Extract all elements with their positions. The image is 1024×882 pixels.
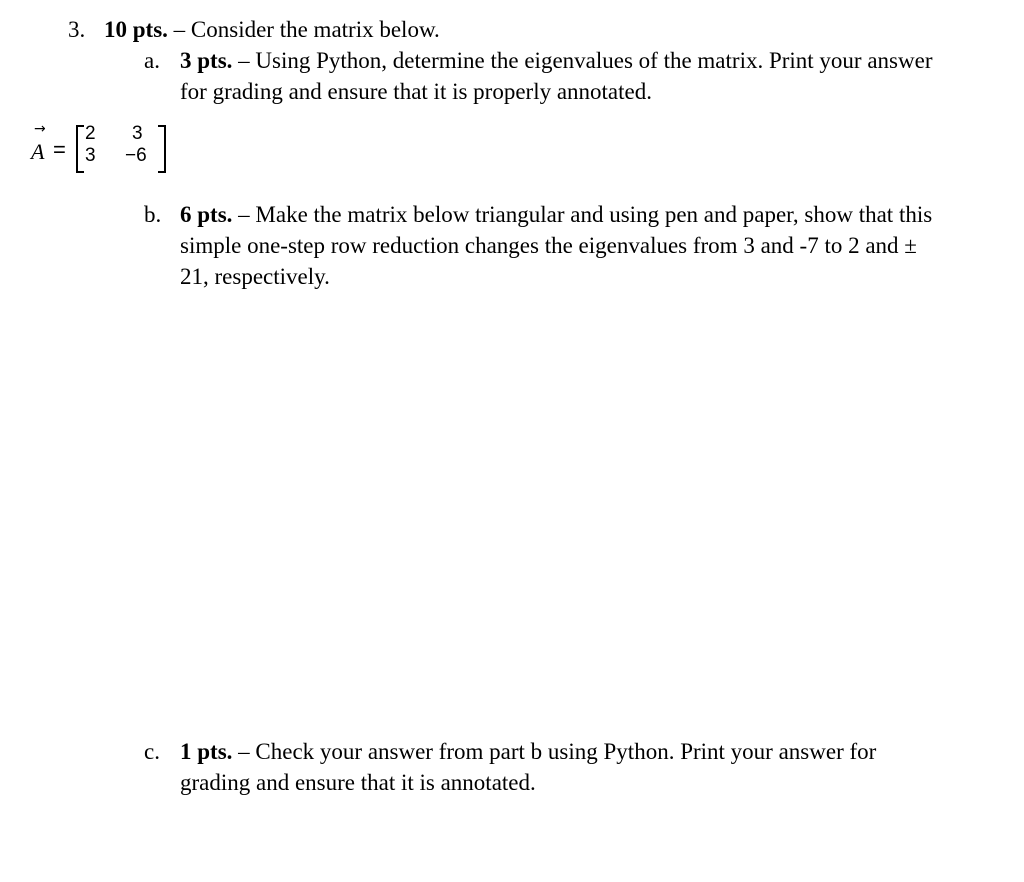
matrix-symbol: A xyxy=(31,139,45,164)
matrix-left-bracket xyxy=(76,125,84,173)
vector-arrow-icon: → xyxy=(34,121,46,137)
part-a-line-1 xyxy=(144,45,932,76)
matrix-cell-22: −6 xyxy=(125,145,147,166)
part-b-line-2 xyxy=(180,230,917,261)
part-c-text-1: – Check your answer from part b using Python. Print your answer for xyxy=(232,739,877,764)
part-c-points: 1 pts. xyxy=(180,739,233,764)
part-c-text-2: grading and ensure that it is annotated. xyxy=(180,770,536,795)
part-c-label: c. xyxy=(144,739,160,764)
part-a-label: a. xyxy=(144,48,160,73)
part-b-line-3 xyxy=(180,261,330,292)
part-b-text-2: simple one-step row reduction changes the eigenvalues from 3 and -7 to 2 and ± xyxy=(180,233,917,258)
question-header xyxy=(68,14,440,45)
question-number: 3. xyxy=(68,17,86,42)
matrix-cell-11: 2 xyxy=(85,123,96,144)
part-b-label: b. xyxy=(144,202,162,227)
part-a-text-1: – Using Python, determine the eigenvalues of the matrix. Print your answer xyxy=(232,48,933,73)
part-b-points: 6 pts. xyxy=(180,202,233,227)
part-a-line-2 xyxy=(180,76,652,107)
matrix-cell-21: 3 xyxy=(85,145,96,166)
part-b-text-3: 21, respectively. xyxy=(180,264,330,289)
matrix-equals: = xyxy=(53,137,66,162)
part-a-points: 3 pts. xyxy=(180,48,233,73)
question-text: – Consider the matrix below. xyxy=(167,17,440,42)
part-c-line-2 xyxy=(180,767,536,798)
question-points: 10 pts. xyxy=(104,17,168,42)
part-b-text-1: – Make the matrix below triangular and using pen and paper, show that this xyxy=(232,202,933,227)
part-c-line-1 xyxy=(144,736,876,767)
part-a-text-2: for grading and ensure that it is properly annotated. xyxy=(180,79,652,104)
part-b-line-1 xyxy=(144,199,932,230)
matrix-cell-12: 3 xyxy=(132,123,143,144)
matrix-right-bracket xyxy=(158,125,166,173)
